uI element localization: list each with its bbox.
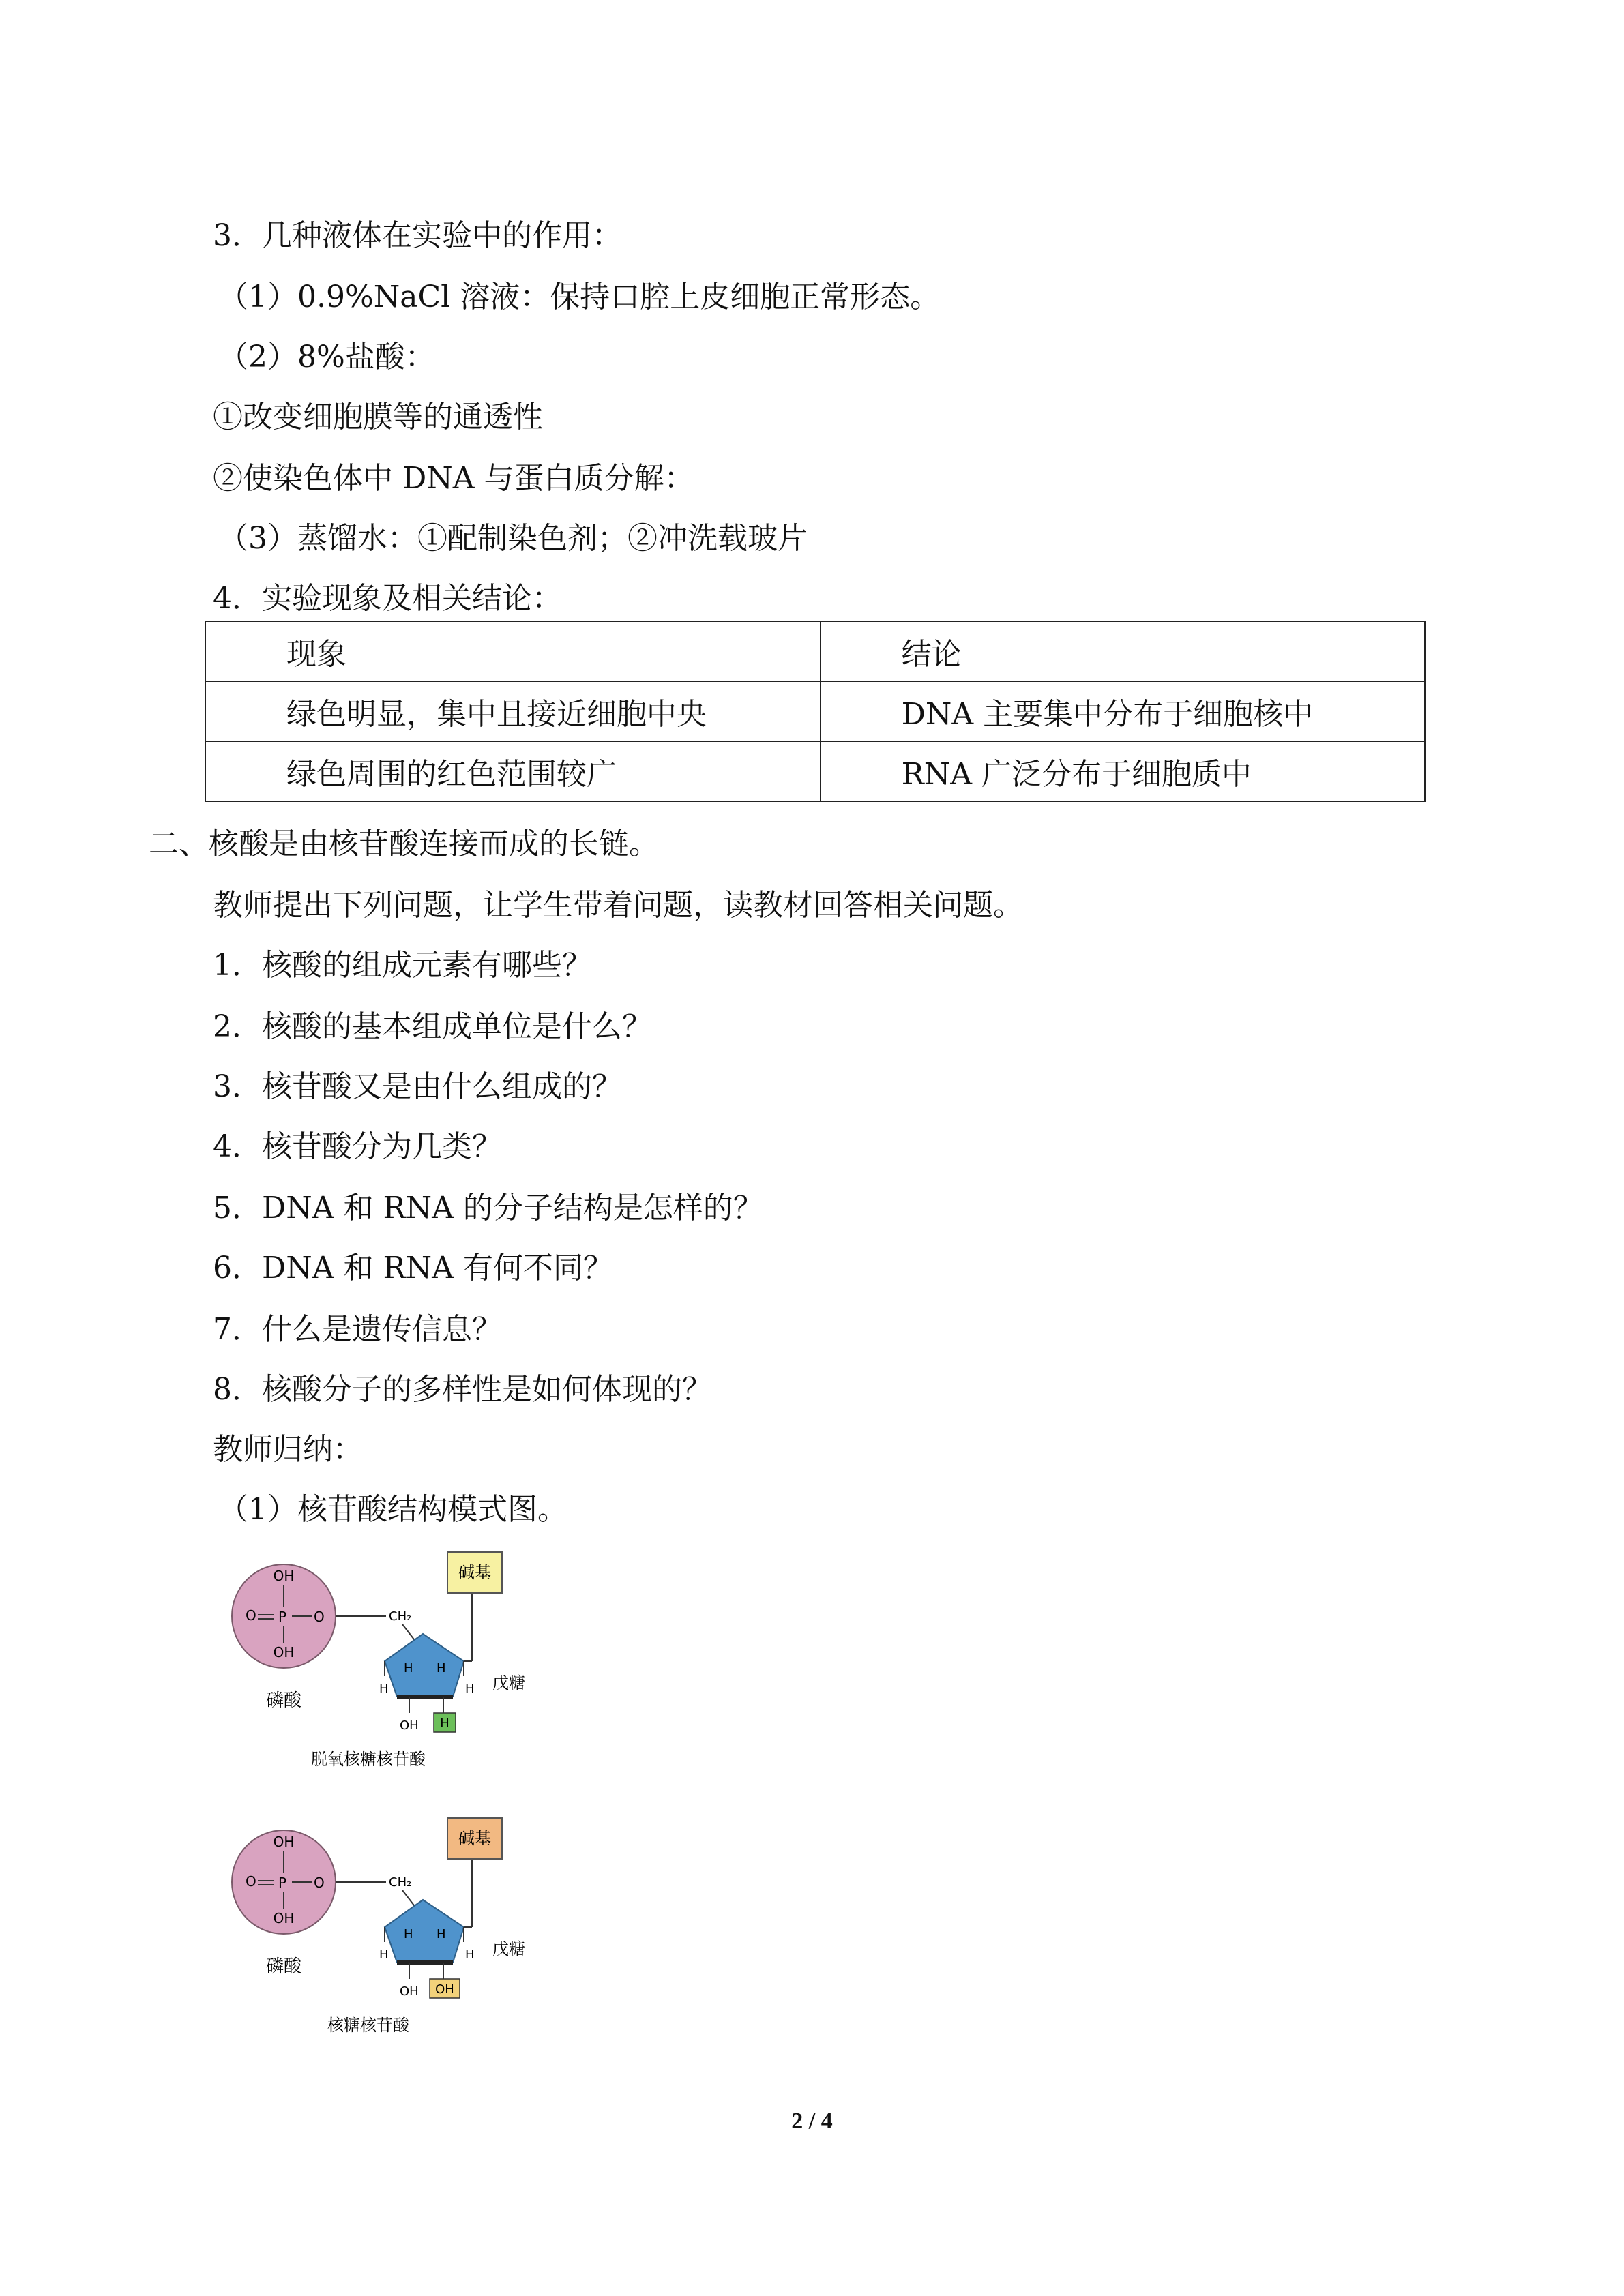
question-item: 8．核酸分子的多样性是如何体现的？: [213, 1372, 712, 1407]
summary-label: 教师归纳：: [213, 1432, 363, 1467]
pentose-label: 戊糖: [492, 1939, 525, 1958]
table-row: [205, 741, 1425, 801]
table-cell: DNA 主要集中分布于细胞核中: [821, 681, 1425, 741]
h-label: H: [465, 1948, 475, 1962]
section-3-item-2a: ①改变细胞膜等的通透性: [213, 400, 543, 434]
oh-label: OH: [273, 1644, 295, 1660]
section-3-item-2b: ②使染色体中 DNA 与蛋白质分解：: [213, 461, 694, 496]
question-item: 2．核酸的基本组成单位是什么？: [213, 1009, 652, 1044]
section-3-item-1: （1）0.9%NaCl 溶液：保持口腔上皮细胞正常形态。: [218, 280, 941, 314]
page-number: 2 / 4: [791, 2108, 833, 2134]
table-cell: 绿色周围的红色范围较广: [205, 741, 821, 801]
o-label: O: [314, 1609, 325, 1625]
o-label: O: [314, 1875, 325, 1891]
h-label: H: [379, 1682, 389, 1696]
group-label: H: [440, 1716, 449, 1731]
diagram-caption: 脱氧核糖核苷酸: [311, 1750, 426, 1769]
base-label: 碱基: [458, 1829, 491, 1848]
oh-label: OH: [400, 1984, 419, 1999]
diagram-caption: 核糖核苷酸: [327, 2016, 409, 2035]
h-label: H: [437, 1927, 446, 1941]
table-cell: RNA 广泛分布于细胞质中: [821, 741, 1425, 801]
question-item: 7．什么是遗传信息？: [213, 1312, 502, 1347]
section-3-item-2: （2）8%盐酸：: [218, 340, 435, 374]
question-item: 4．核苷酸分为几类？: [213, 1129, 502, 1164]
pentose-label: 戊糖: [492, 1673, 525, 1693]
o-label: O: [246, 1873, 256, 1890]
question-item: 5．DNA 和 RNA 的分子结构是怎样的？: [213, 1191, 763, 1225]
section-3-title: 3．几种液体在实验中的作用：: [213, 218, 622, 253]
section-4-title: 4．实验现象及相关结论：: [213, 581, 562, 616]
oh-label: OH: [273, 1834, 295, 1850]
o-label: O: [246, 1607, 256, 1624]
ribonucleotide-diagram: [218, 1814, 573, 2059]
phosphate-label: 磷酸: [265, 1956, 302, 1977]
table-header-cell: 现象: [205, 621, 821, 681]
oh-label: OH: [273, 1910, 295, 1926]
h-label: H: [379, 1948, 389, 1962]
oh-label: OH: [400, 1718, 419, 1733]
p-label: P: [278, 1875, 287, 1891]
table-row: [205, 681, 1425, 741]
group-label: OH: [435, 1982, 454, 1997]
h-label: H: [437, 1661, 446, 1675]
oh-label: OH: [273, 1568, 295, 1584]
results-table: [205, 621, 1426, 802]
summary-item-1: （1）核苷酸结构模式图。: [218, 1492, 567, 1527]
table-header-row: [205, 621, 1425, 681]
deoxyribonucleotide-diagram: [218, 1548, 573, 1793]
question-item: 6．DNA 和 RNA 有何不同？: [213, 1251, 613, 1285]
ch2-label: CH₂: [389, 1609, 412, 1624]
part-2-heading: 二、核酸是由核苷酸连接而成的长链。: [149, 826, 659, 861]
section-3-item-3: （3）蒸馏水：①配制染色剂；②冲洗载玻片: [218, 521, 808, 556]
p-label: P: [278, 1609, 287, 1625]
question-item: 3．核苷酸又是由什么组成的？: [213, 1069, 622, 1104]
h-label: H: [465, 1682, 475, 1696]
table-header-cell: 结论: [821, 621, 1425, 681]
phosphate-label: 磷酸: [265, 1690, 302, 1711]
base-label: 碱基: [458, 1563, 491, 1582]
h-label: H: [404, 1927, 413, 1941]
question-item: 1．核酸的组成元素有哪些？: [213, 948, 592, 983]
table-cell: 绿色明显，集中且接近细胞中央: [205, 681, 821, 741]
part-2-intro: 教师提出下列问题，让学生带着问题，读教材回答相关问题。: [213, 888, 1023, 923]
ch2-label: CH₂: [389, 1875, 412, 1890]
h-label: H: [404, 1661, 413, 1675]
